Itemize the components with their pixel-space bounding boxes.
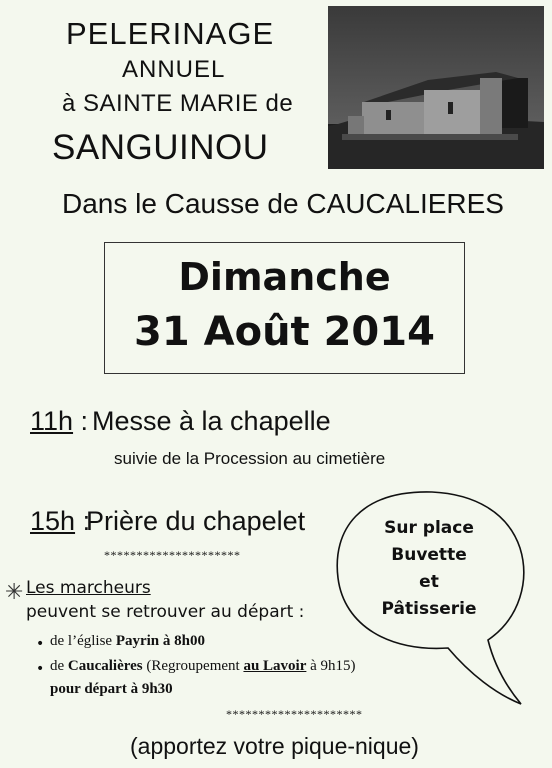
program-item1-subtext: suivie de la Procession au cimetière — [114, 449, 386, 468]
date-day: Dimanche — [178, 255, 391, 299]
program-item2-text: Prière du chapelet — [86, 506, 306, 536]
separator-stars: ********************* — [104, 548, 241, 562]
title-line-pelerinage: PELERINAGE — [66, 16, 275, 51]
title-line-sanguinou: SANGUINOU — [52, 128, 269, 167]
title-line-annuel: ANNUEL — [122, 56, 226, 83]
bubble-line-4: Pâtisserie — [381, 599, 477, 619]
bullet-icon: • — [36, 661, 45, 677]
marcheurs-heading: Les marcheurs — [26, 578, 151, 598]
meeting-point-payrin: de l’église Payrin à 8h00 — [50, 633, 205, 649]
departure-time: pour départ à 9h30 — [50, 681, 173, 697]
bullet-icon: • — [36, 636, 45, 652]
marcheurs-subheading: peuvent se retrouver au départ : — [26, 602, 305, 622]
program-item1-text: Messe à la chapelle — [92, 406, 331, 436]
program-item1-time: 11h : — [30, 406, 89, 436]
asterisk-marker-icon: ✳ — [5, 580, 24, 605]
picnic-note: (apportez votre pique-nique) — [130, 733, 419, 759]
program-item2-time: 15h : — [30, 506, 91, 536]
bubble-line-1: Sur place — [384, 518, 474, 538]
bubble-line-2: Buvette — [391, 545, 467, 565]
subtitle: Dans le Causse de CAUCALIERES — [62, 188, 504, 219]
chapel-photo — [328, 6, 544, 169]
bubble-line-3: et — [419, 572, 439, 592]
date-box — [104, 242, 465, 374]
title-line-sainte-marie: à SAINTE MARIE de — [62, 90, 294, 117]
speech-bubble-text — [345, 515, 513, 623]
separator-stars-2: ********************* — [226, 707, 363, 721]
date-full: 31 Août 2014 — [134, 309, 435, 355]
meeting-point-caucalieres: de Caucalières (Regroupement au Lavoir à 9h15) — [50, 658, 356, 674]
